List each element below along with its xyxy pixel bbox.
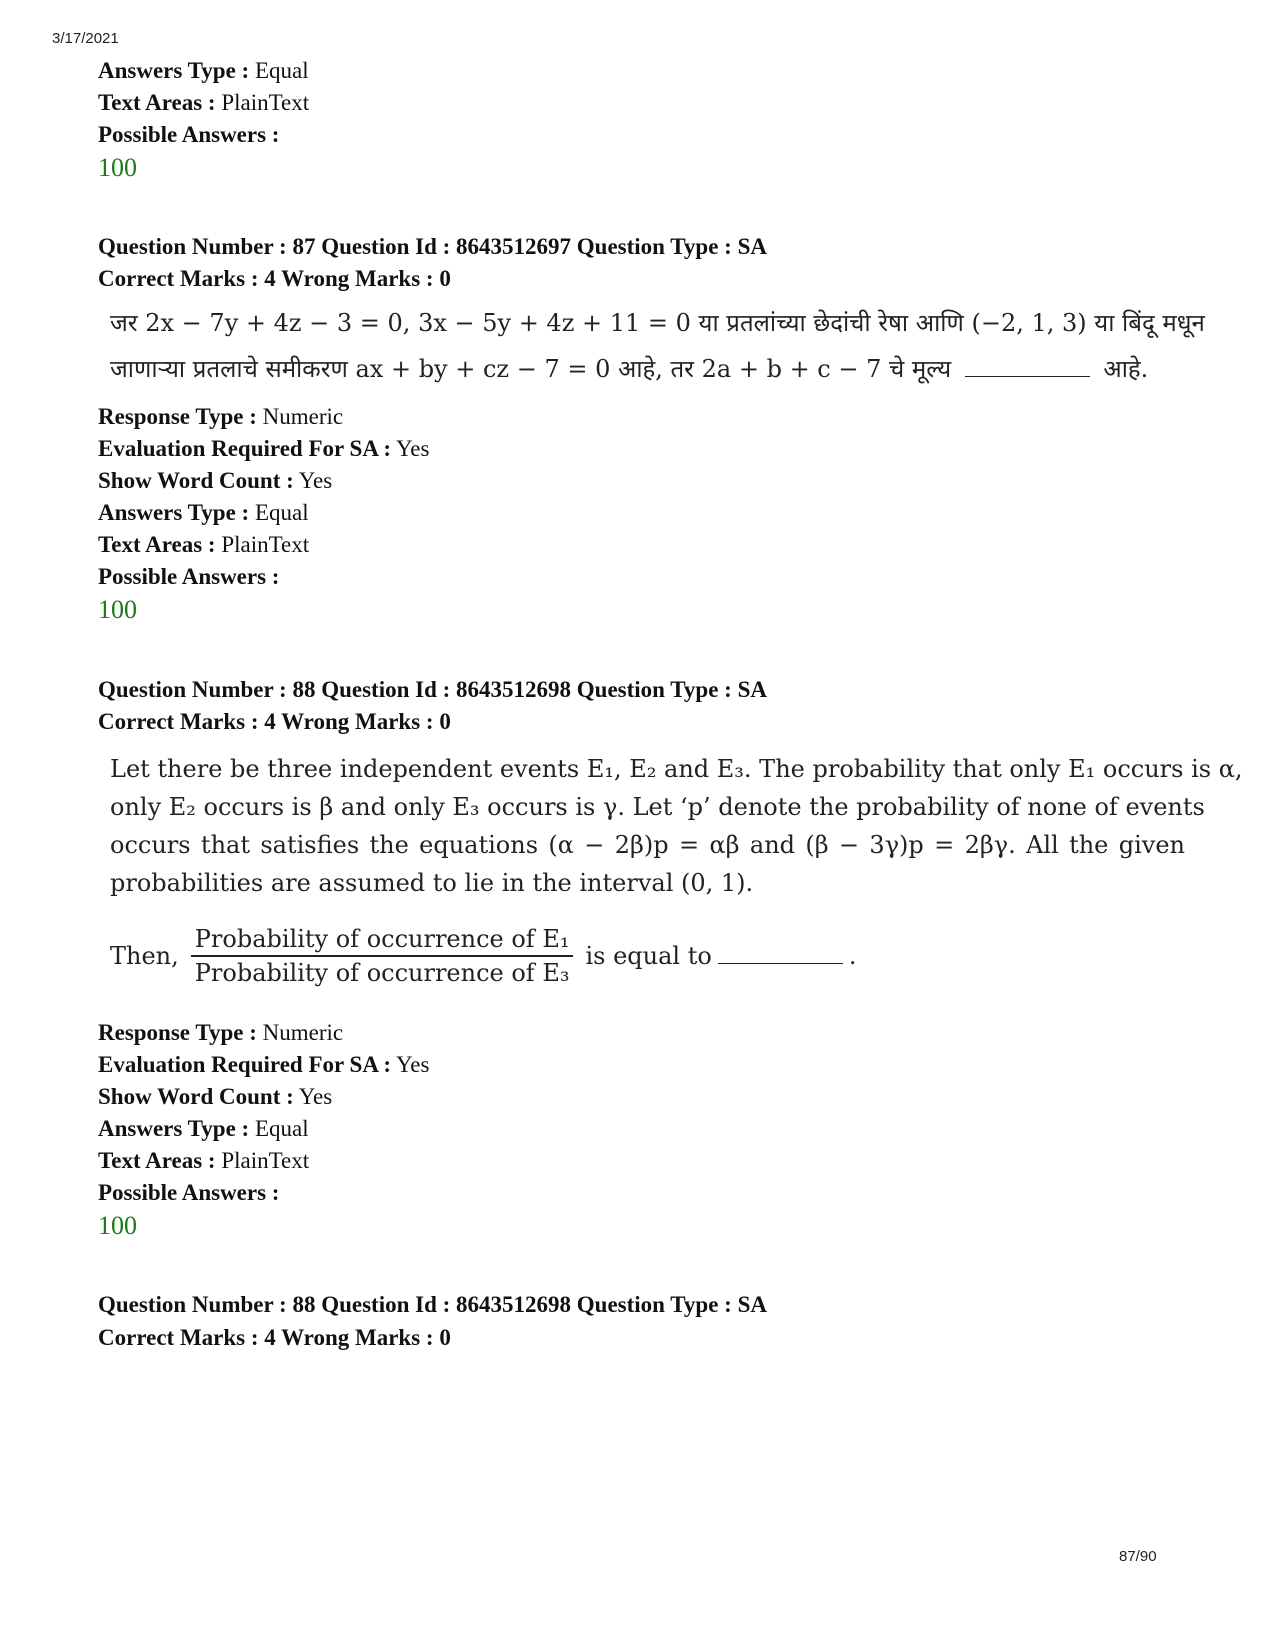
q87-header: Question Number : 87 Question Id : 8643512697 Question Type : SA: [98, 234, 767, 259]
fraction-denominator: Probability of occurrence of E₃: [194, 959, 570, 987]
then-label: Then,: [110, 942, 179, 970]
possible-answer-value: 100: [98, 1211, 137, 1240]
q87-text-line-2: जाणाऱ्या प्रतलाचे समीकरण ax + by + cz − 7 = 0 आहे, तर 2a + b + c − 7 चे मूल्य आहे.: [110, 355, 1149, 383]
fraction-numerator: Probability of occurrence of E₁: [191, 925, 574, 957]
response-type-row: Response Type : Numeric: [98, 1020, 344, 1045]
evaluation-row: Evaluation Required For SA : Yes: [98, 1052, 430, 1077]
top-answer-block: [98, 55, 309, 183]
probability-fraction: [191, 925, 574, 987]
q88-text-line-2: only E₂ occurs is β and only E₃ occurs is γ. Let ‘p’ denote the probability of none of events: [110, 793, 1205, 821]
q88-header: Question Number : 88 Question Id : 8643512698 Question Type : SA: [98, 677, 767, 702]
text-areas-row: [98, 87, 309, 119]
equal-to-end: .: [848, 942, 857, 970]
answers-type-label: Answers Type :: [98, 58, 250, 83]
possible-answer-value: 100: [98, 595, 137, 624]
q88-text-line-1: Let there be three independent events E₁, E₂ and E₃. The probability that only E₁ occurs is α,: [110, 755, 1243, 783]
answers-type-row: Answers Type : Equal: [98, 500, 309, 525]
text-areas-label: Text Areas :: [98, 90, 216, 115]
answers-type-row: Answers Type : Equal: [98, 1116, 309, 1141]
answer-blank: [718, 962, 843, 964]
q88b-header: Question Number : 88 Question Id : 8643512698 Question Type : SA: [98, 1292, 767, 1317]
possible-answers-row: [98, 119, 309, 151]
page-number: 87/90: [1119, 1548, 1157, 1565]
answers-type-value: Equal: [254, 58, 309, 83]
q88-text-line-4: probabilities are assumed to lie in the interval (0, 1).: [110, 869, 754, 897]
q88-fraction-statement: [110, 925, 856, 987]
possible-answers-label: Possible Answers :: [98, 122, 280, 147]
answer-blank: [965, 375, 1090, 377]
q88-marks: Correct Marks : 4 Wrong Marks : 0: [98, 709, 451, 734]
q87-question-text: [110, 300, 1205, 392]
possible-answers-row: Possible Answers :: [98, 564, 280, 589]
evaluation-row: Evaluation Required For SA : Yes: [98, 436, 430, 461]
answers-type-row: [98, 55, 309, 87]
response-type-row: Response Type : Numeric: [98, 404, 344, 429]
possible-answer-value: 100: [98, 153, 137, 182]
q87-text-line-1: जर 2x − 7y + 4z − 3 = 0, 3x − 5y + 4z + 11 = 0 या प्रतलांच्या छेदांची रेषा आणि (−2, 1, 3) या बिंदू मधून: [110, 309, 1205, 337]
q87-marks: Correct Marks : 4 Wrong Marks : 0: [98, 266, 451, 291]
q87-meta: [98, 401, 429, 625]
equal-to-label: is equal to: [585, 942, 712, 970]
word-count-row: Show Word Count : Yes: [98, 468, 333, 493]
text-areas-value: PlainText: [221, 90, 310, 115]
word-count-row: Show Word Count : Yes: [98, 1084, 333, 1109]
q88b-marks: Correct Marks : 4 Wrong Marks : 0: [98, 1325, 451, 1350]
q88-meta: [98, 1017, 429, 1241]
q88-text-line-3: occurs that satisfies the equations (α − 2β)p = αβ and (β − 3γ)p = 2βγ. All the given: [110, 831, 1185, 859]
text-areas-row: Text Areas : PlainText: [98, 1148, 310, 1173]
possible-answers-row: Possible Answers :: [98, 1180, 280, 1205]
print-date: 3/17/2021: [52, 30, 119, 47]
q88-question-text: [110, 750, 1243, 902]
text-areas-row: Text Areas : PlainText: [98, 532, 310, 557]
